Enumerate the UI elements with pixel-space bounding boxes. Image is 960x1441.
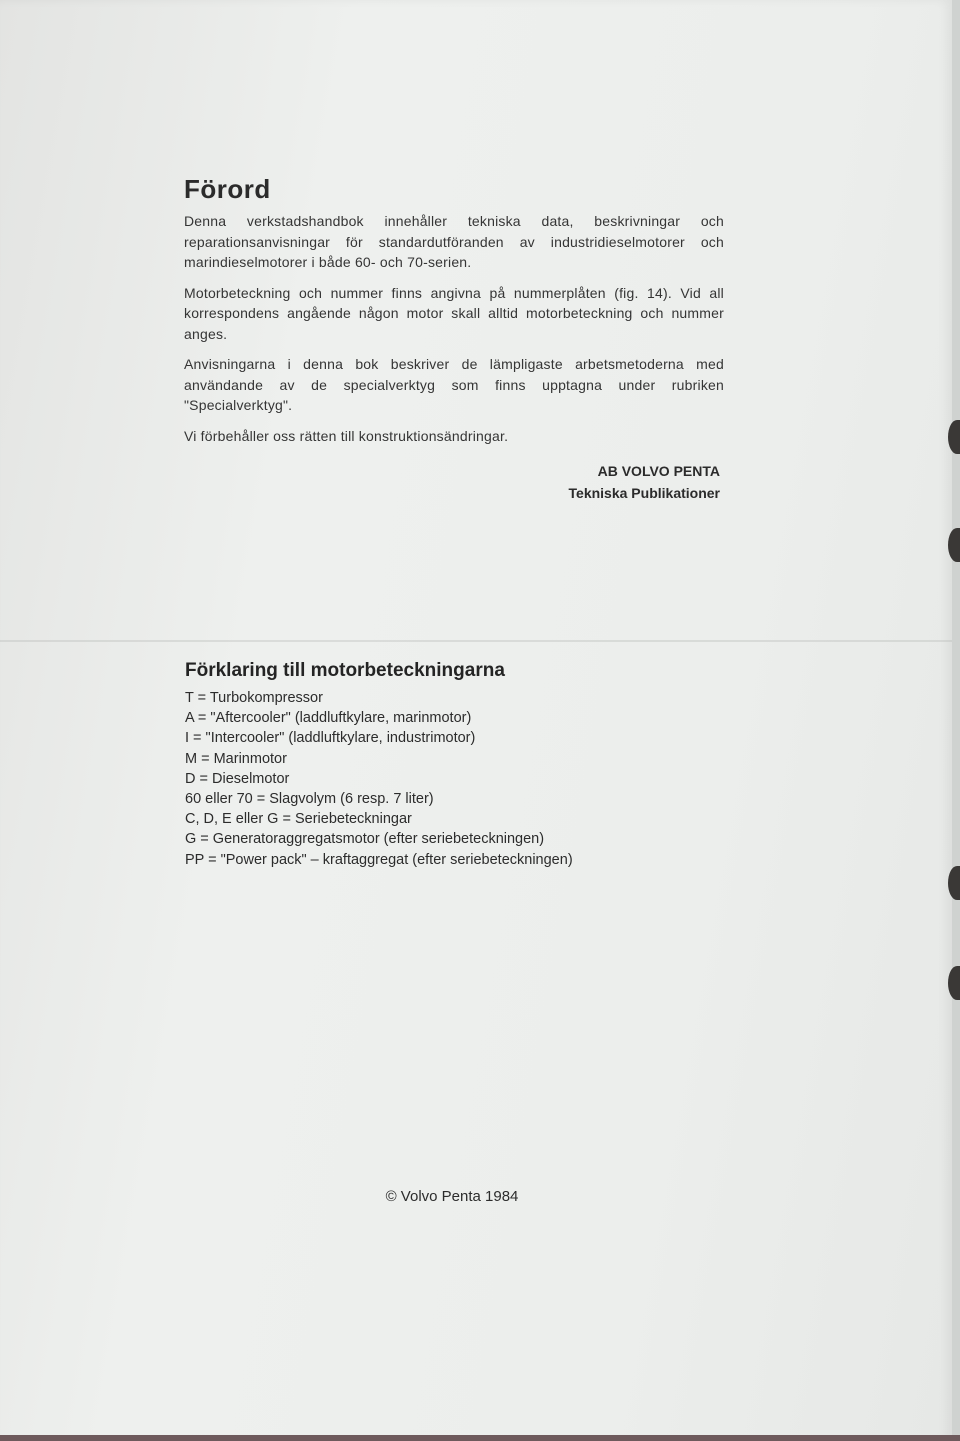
binder-hole [948,420,960,454]
binder-hole [948,528,960,562]
page-crease [0,640,952,642]
legend-item: I = "Intercooler" (laddluftkylare, industrimotor) [185,730,476,747]
legend-list [185,688,745,870]
legend-item: M = Marinmotor [185,750,287,767]
legend-item: D = Dieselmotor [185,770,290,787]
legend-section [185,660,745,870]
legend-item: 60 eller 70 = Slagvolym (6 resp. 7 liter) [185,791,434,808]
legend-item: A = "Aftercooler" (laddluftkylare, marinmotor) [185,710,472,727]
legend-item: G = Generatoraggregatsmotor (efter seriebeteckningen) [185,831,545,848]
preface-section [184,174,724,456]
signature-department: Tekniska Publikationer [568,485,720,501]
preface-title: Förord [184,174,271,204]
legend-title: Förklaring till motorbeteckningarna [185,660,505,681]
preface-paragraph: Motorbeteckning och nummer finns angivna på nummerplåten (fig. 14). Vid all korrespondens angående någon motor skall alltid motorbeteckning och nummer anges. [184,284,724,342]
copyright-notice: © Volvo Penta 1984 [385,1188,519,1205]
preface-paragraph: Anvisningarna i denna bok beskriver de lämpligaste arbetsmetoderna med användande av de specialverktyg som finns upptagna under rubriken "Specialverktyg". [184,356,724,413]
legend-item: T = Turbokompressor [185,690,323,706]
page-edge [952,0,960,1441]
preface-paragraph: Vi förbehåller oss rätten till konstruktionsändringar. [184,427,509,444]
background-surface [0,1435,960,1441]
signature-block [569,460,720,504]
legend-item: C, D, E eller G = Seriebeteckningar [185,811,412,828]
binder-hole [948,966,960,1000]
legend-item: PP = "Power pack" – kraftaggregat (efter seriebeteckningen) [185,851,573,868]
preface-paragraph: Denna verkstadshandbok innehåller tekniska data, beskrivningar och reparationsanvisningar för standardutföranden av industridieselmotorer och marindieselmotorer i både 60- och 70-serien. [184,213,724,270]
binder-hole [948,866,960,900]
signature-company: AB VOLVO PENTA [597,463,720,479]
